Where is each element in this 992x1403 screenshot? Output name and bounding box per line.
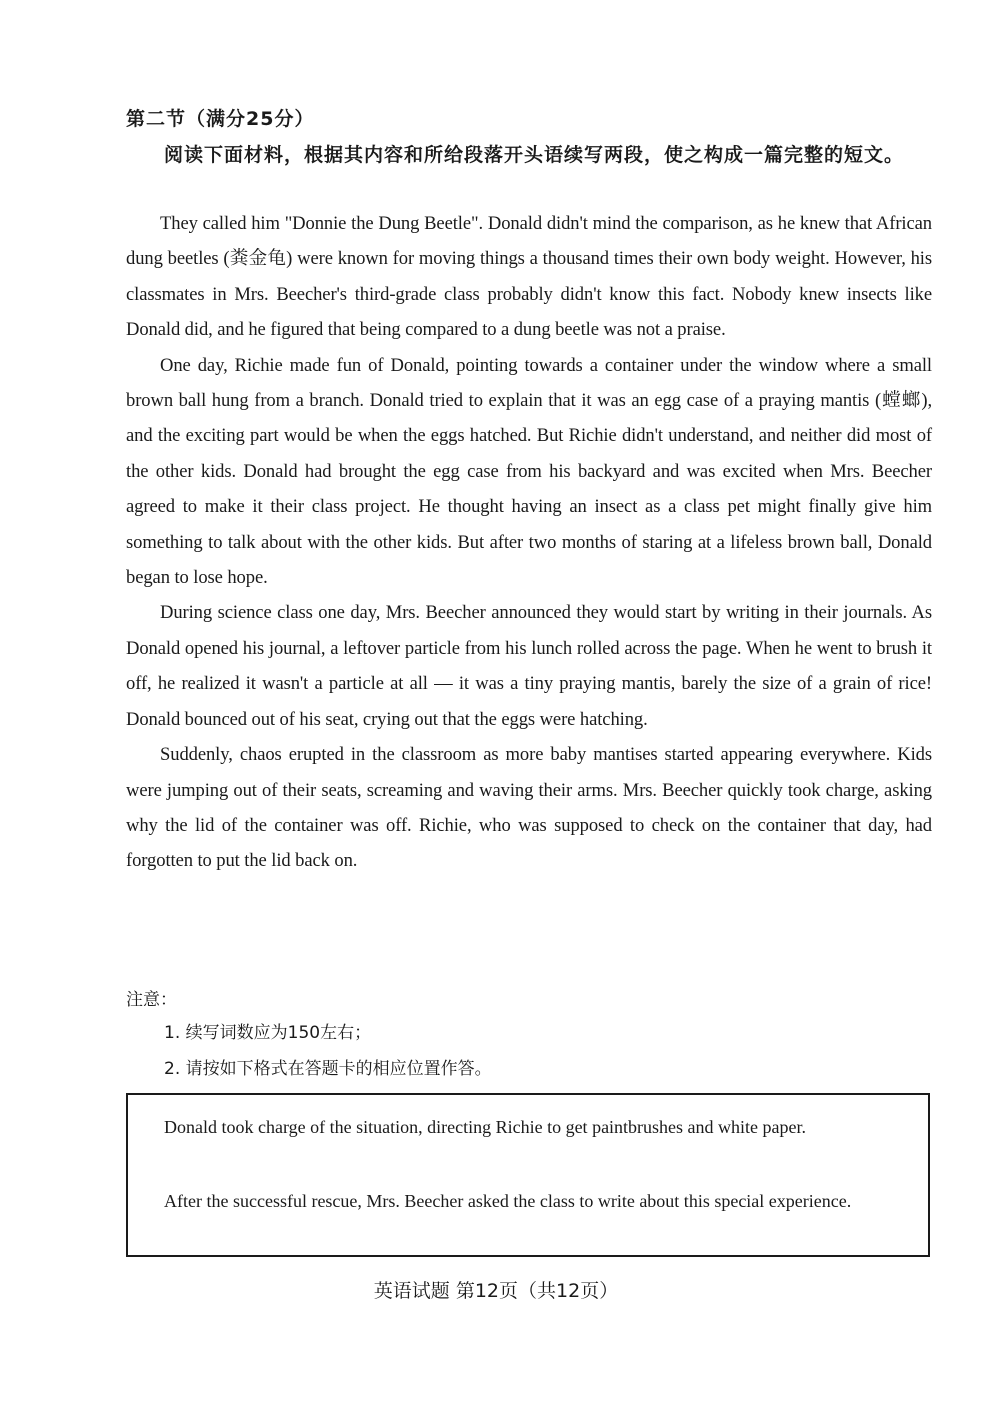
note-item-1: 1. 续写词数应为150左右； [164,1023,372,1043]
section-instruction: 阅读下面材料，根据其内容和所给段落开头语续写两段，使之构成一篇完整的短文。 [164,144,905,166]
passage-paragraph-2: One day, Richie made fun of Donald, pointing towards a container under the window where a small brown ball hung from a branch. Donald tried to explain that it was an egg case of a praying mantis (螳螂), and the exciting part would be when the eggs hatched. But Richie didn't understand, and neither did most of the other kids. Donald had brought the egg case from his backyard and was excited when Mrs. Beecher agreed to make it their class project. He thought having an insect as a class pet might finally give him something to talk about with the other kids. But after two months of staring at a lifeless brown ball, Donald began to lose hope. [126,354,932,589]
notes-title: 注意： [126,990,177,1010]
passage-paragraph-3: During science class one day, Mrs. Beecher announced they would start by writing in their journals. As Donald opened his journal, a leftover particle from his lunch rolled across the page. When he went to brush it off, he realized it wasn't a particle at all — it was a tiny praying mantis, barely the size of a grain of rice! Donald bounced out of his seat, crying out that the eggs were hatching. [126,602,932,730]
paragraph-opener-2: After the successful rescue, Mrs. Beecher asked the class to write about this special experience. [164,1191,852,1211]
note-item-2: 2. 请按如下格式在答题卡的相应位置作答。 [164,1059,492,1079]
reading-passage [126,206,932,879]
paragraph-opener-1: Donald took charge of the situation, directing Richie to get paintbrushes and white paper. [164,1117,807,1137]
page-footer: 英语试题 第12页（共12页） [373,1280,619,1302]
passage-paragraph-4: Suddenly, chaos erupted in the classroom as more baby mantises started appearing everywhere. Kids were jumping out of their seats, screaming and waving their arms. Mrs. Beecher quickly took charge, asking why the lid of the container was off. Richie, who was supposed to check on the container that day, had forgotten to put the lid back on. [126,744,932,872]
section-title: 第二节（满分25分） [126,108,315,130]
passage-paragraph-1: They called him "Donnie the Dung Beetle". Donald didn't mind the comparison, as he knew that African dung beetles (粪金龟) were known for moving things a thousand times their own body weight. However, his classmates in Mrs. Beecher's third-grade class probably didn't know this fact. Nobody knew insects like Donald did, and he figured that being compared to a dung beetle was not a praise. [126,213,932,341]
answer-format-box [126,1093,930,1257]
notes-section [126,985,932,1092]
